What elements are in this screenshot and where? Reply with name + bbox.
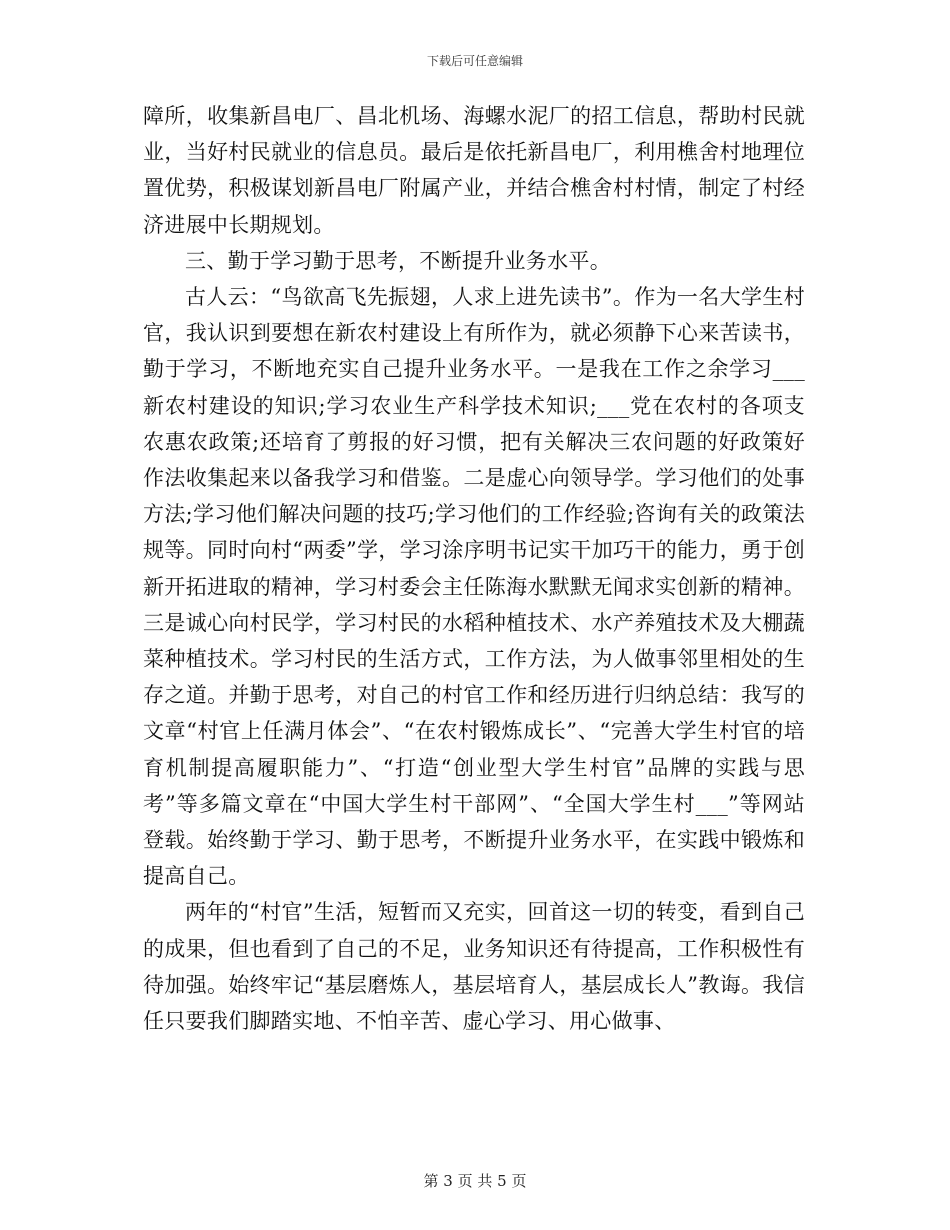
paragraph-summary: 两年的“村官”生活，短暂而又充实，回首这一切的转变，看到自己的成果，但也看到了自己的不足，业务知识还有待提高，工作积极性有待加强。始终牢记“基层磨炼人，基层培育人，基层成长人”教诲。我信任只要我们脚踏实地、不怕辛苦、虚心学习、用心做事、 [143, 900, 805, 1034]
page-header: 下载后可任意编辑 [426, 54, 523, 68]
paragraph-study: 古人云：“鸟欲高飞先振翅，人求上进先读书”。作为一名大学生村官，我认识到要想在新农村建设上有所作为，就必须静下心来苦读书，勤于学习，不断地充实自己提升业务水平。一是我在工作之余学习___新农村建设的知识;学习农业生产科学技术知识;___党在农村的各项支农惠农政策;还培育了剪报的好习惯，把有关解决三农问题的好政策好作法收集起来以备我学习和借鉴。二是虚心向领导学。学习他们的处事方法;学习他们解决问题的技巧;学习他们的工作经验;咨询有关的政策法规等。同时向村“两委”学，学习涂序明书记实干加巧干的能力，勇于创新开拓进取的精神，学习村委会主任陈海水默默无闻求实创新的精神。三是诚心向村民学，学习村民的水稻种植技术、水产养殖技术及大棚蔬菜种植技术。学习村民的生活方式，工作方法，为人做事邻里相处的生存之道。并勤于思考，对自己的村官工作和经历进行归纳总结：我写的文章“村官上任满月体会”、“在农村锻炼成长”、“完善大学生村官的培育机制提高履职能力”、“打造“创业型大学生村官”品牌的实践与思考”等多篇文章在“中国大学生村干部网”、“全国大学生村___”等网站登载。始终勤于学习、勤于思考，不断提升业务水平，在实践中锻炼和提高自己。 [143, 285, 805, 889]
document-body [143, 98, 805, 1039]
section-heading: 三、勤于学习勤于思考，不断提升业务水平。 [185, 248, 611, 273]
paragraph-continuation: 障所，收集新昌电厂、昌北机场、海螺水泥厂的招工信息，帮助村民就业，当好村民就业的信息员。最后是依托新昌电厂，利用樵舍村地理位置优势，积极谋划新昌电厂附属产业，并结合樵舍村村情，制定了村经济进展中长期规划。 [143, 104, 805, 237]
page-footer: 第 3 页 共 5 页 [423, 1172, 527, 1190]
